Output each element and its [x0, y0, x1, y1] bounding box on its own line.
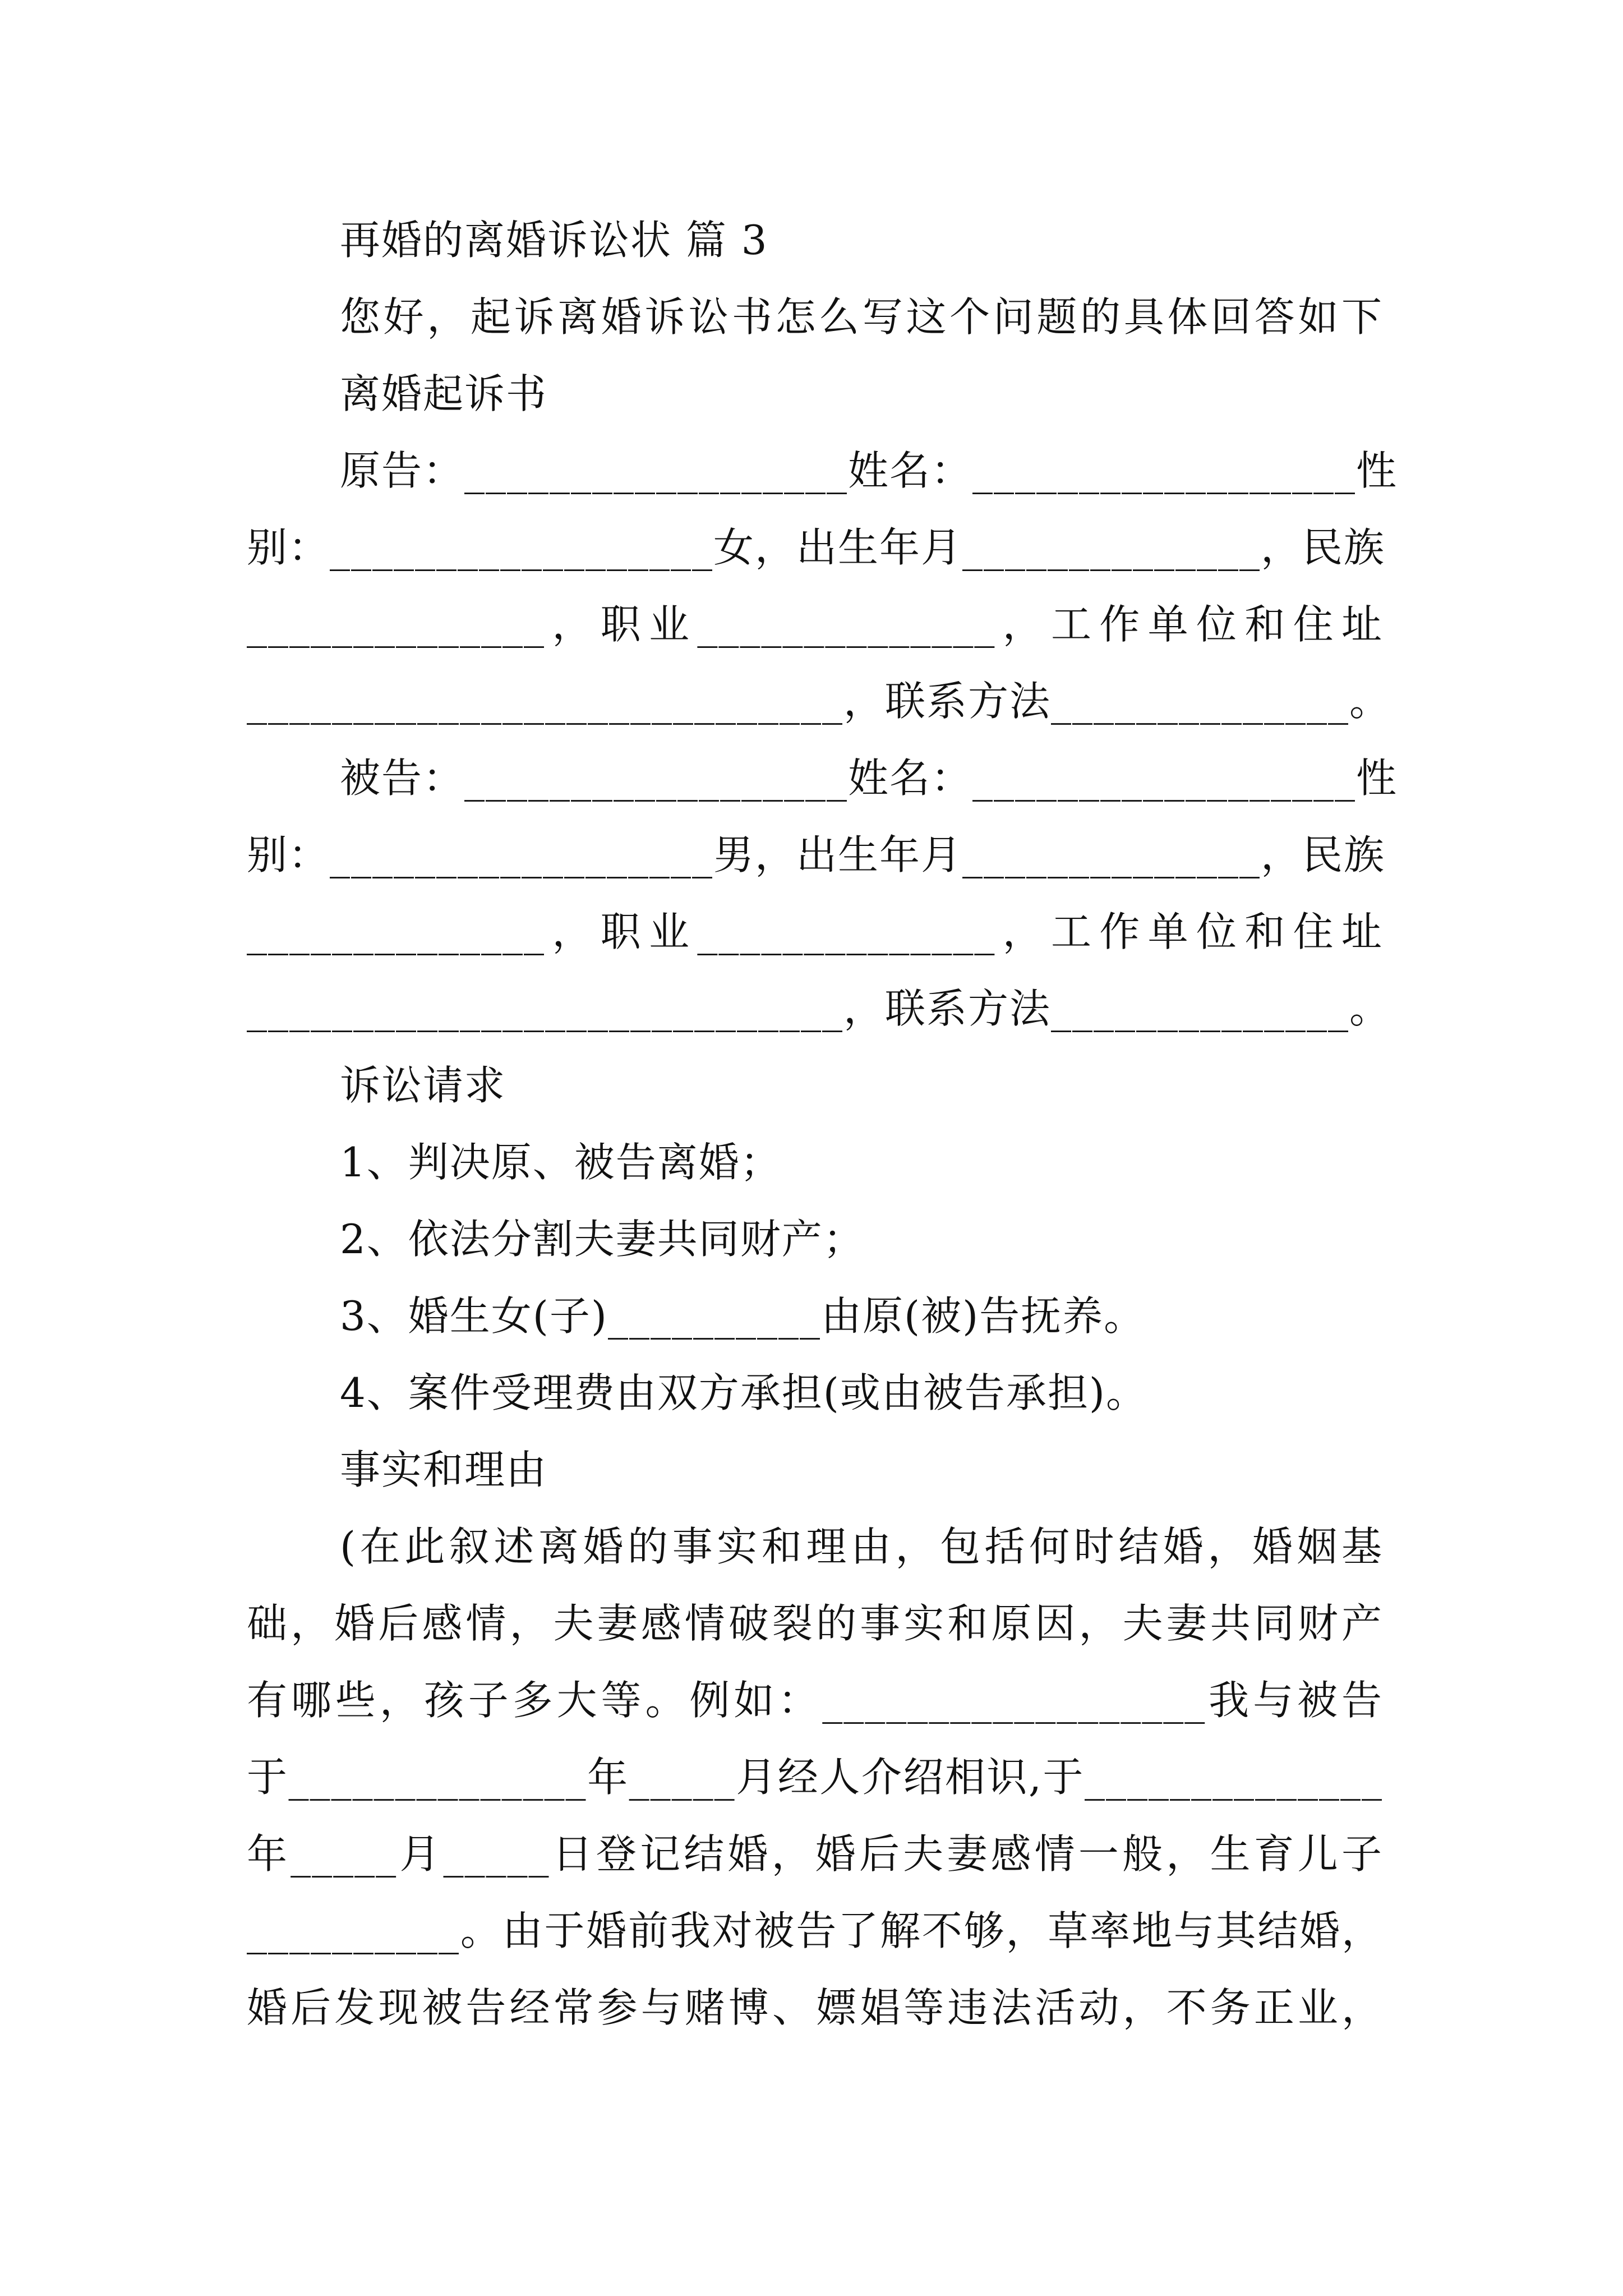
plaintiff-line: ____________________________，联系方法______________。	[247, 678, 1391, 725]
facts-line: 有哪些，孩子多大等。例如：__________________我与被告	[247, 1677, 1383, 1724]
defendant-line: 别：__________________男，出生年月______________，民族	[247, 831, 1386, 878]
defendant-line: 被告：__________________姓名：__________________性	[340, 754, 1398, 802]
facts-line: 于______________年_____月经人介绍相识,于______________	[247, 1754, 1383, 1801]
plaintiff-line: 别：__________________女，出生年月______________，民族	[247, 524, 1386, 571]
section-title: 再婚的离婚诉讼状 篇 3	[340, 217, 768, 264]
facts-line: __________。由于婚前我对被告了解不够，草率地与其结婚，	[247, 1907, 1383, 1954]
complaint-heading: 离婚起诉书	[340, 370, 548, 417]
plaintiff-line: 原告：__________________姓名：__________________性	[340, 447, 1398, 494]
facts-line: (在此叙述离婚的事实和理由，包括何时结婚，婚姻基	[340, 1523, 1383, 1570]
plaintiff-line: ______________，职业______________，工作单位和住址	[247, 601, 1383, 648]
defendant-line: ____________________________，联系方法______________。	[247, 985, 1391, 1032]
facts-line: 础，婚后感情，夫妻感情破裂的事实和原因，夫妻共同财产	[247, 1600, 1383, 1647]
claim-item: 3、婚生女(子)__________由原(被)告抚养。	[340, 1292, 1146, 1340]
claim-item: 4、案件受理费由双方承担(或由被告承担)。	[340, 1369, 1147, 1416]
intro-line: 您好，起诉离婚诉讼书怎么写这个问题的具体回答如下	[340, 293, 1383, 341]
claims-heading: 诉讼请求	[340, 1062, 506, 1109]
claim-item: 2、依法分割夫妻共同财产；	[340, 1216, 865, 1263]
facts-line: 婚后发现被告经常参与赌博、嫖娼等违法活动，不务正业，	[247, 1984, 1383, 2031]
facts-line: 年_____月_____日登记结婚，婚后夫妻感情一般，生育儿子	[247, 1830, 1383, 1878]
facts-heading: 事实和理由	[340, 1446, 548, 1493]
claim-item: 1、判决原、被告离婚；	[340, 1139, 782, 1186]
defendant-line: ______________，职业______________，工作单位和住址	[247, 908, 1383, 955]
